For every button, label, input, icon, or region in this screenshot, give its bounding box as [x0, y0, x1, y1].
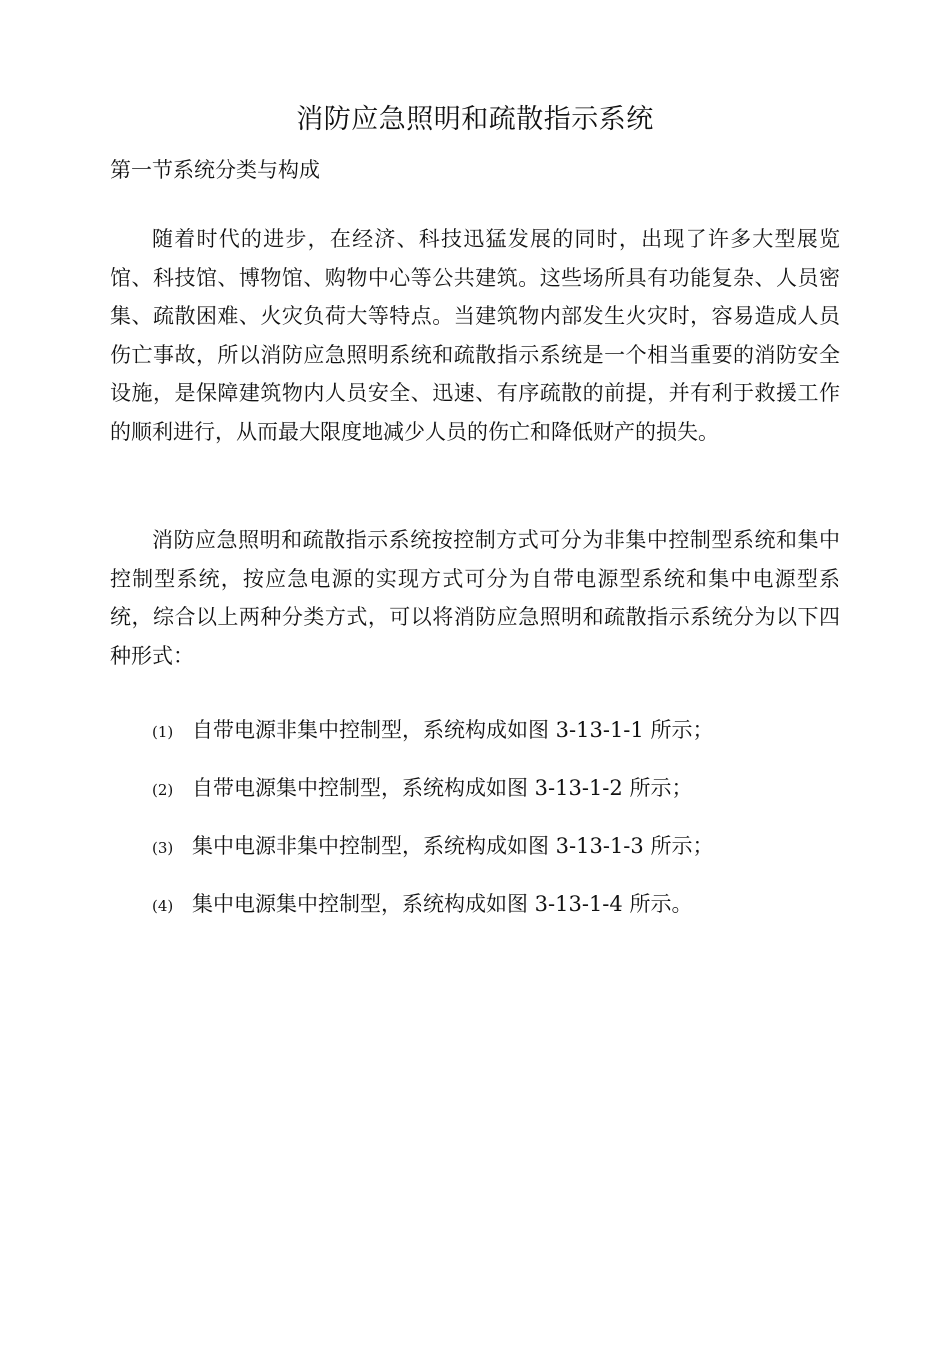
document-title: 消防应急照明和疏散指示系统 [296, 104, 654, 135]
paragraph-2: 消防应急照明和疏散指示系统按控制方式可分为非集中控制型系统和集中控制型系统，按应急电源的实现方式可分为自带电源型系统和集中电源型系统，综合以上两种分类方式，可以将消防应急照明和疏散指示系统分为以下四种形式： [110, 528, 840, 668]
list-item-number: (3) [152, 839, 174, 857]
list-item [152, 764, 842, 822]
list-item-number: (2) [152, 781, 174, 799]
system-type-list [152, 706, 842, 938]
list-item-number: (1) [152, 723, 174, 741]
list-item [152, 706, 842, 764]
list-item-text: 自带电源非集中控制型，系统构成如图 3-13-1-1 所示； [192, 718, 714, 742]
list-item [152, 822, 842, 880]
paragraph-1: 随着时代的进步，在经济、科技迅猛发展的同时，出现了许多大型展览馆、科技馆、博物馆、购物中心等公共建筑。这些场所具有功能复杂、人员密集、疏散困难、火灾负荷大等特点。当建筑物内部发生火灾时，容易造成人员伤亡事故，所以消防应急照明系统和疏散指示系统是一个相当重要的消防安全设施，是保障建筑物内人员安全、迅速、有序疏散的前提，并有利于救援工作的顺利进行，从而最大限度地减少人员的伤亡和降低财产的损失。 [110, 227, 840, 444]
section-heading: 第一节系统分类与构成 [110, 158, 320, 182]
list-item [152, 880, 842, 938]
list-item-text: 集中电源集中控制型，系统构成如图 3-13-1-4 所示。 [192, 892, 693, 916]
list-item-text: 自带电源集中控制型，系统构成如图 3-13-1-2 所示； [192, 776, 693, 800]
list-item-text: 集中电源非集中控制型，系统构成如图 3-13-1-3 所示； [192, 834, 714, 858]
list-item-number: (4) [152, 897, 174, 915]
